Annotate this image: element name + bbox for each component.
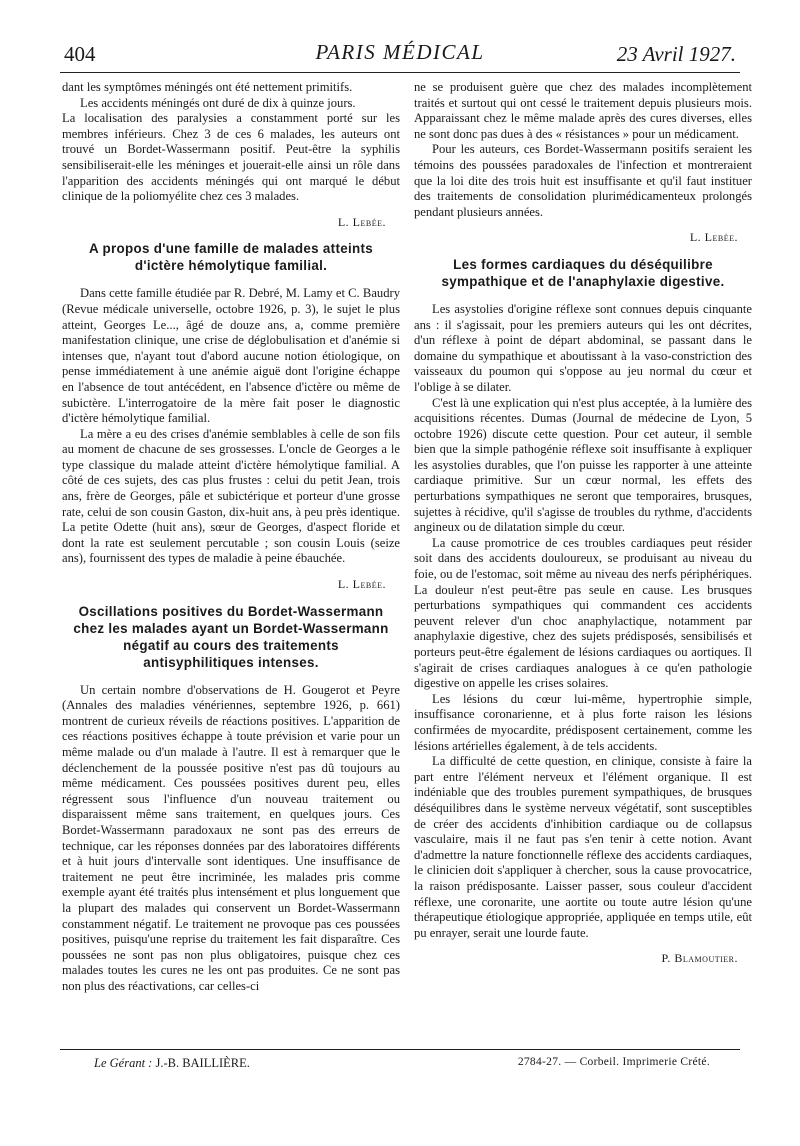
printer-line: 2784-27. — Corbeil. Imprimerie Crété. <box>517 1056 710 1068</box>
gerant-name: J.-B. BAILLIÈRE. <box>155 1056 250 1070</box>
left-column <box>62 80 400 995</box>
page-header <box>60 38 740 68</box>
paragraph: Un certain nombre d'observations de H. Gougerot et Peyre (Annales des maladies vénériennes, septembre 1926, p. 661) montrent de curieux réveils de réactions positives. L'apparition de ces réactions positives échappe à toute prévision et varie pour un même malade ou d'un malade à l'autre. Il est à remarquer que le déclenchement de la poussée positive n'est pas dû toujours au même médicament. Ces poussées positives durent peu, elles régressent sous l'influence d'un nouveau traitement ou disparaissent même sans traitement, en quelques jours. Ces Bordet-Wassermann paradoxaux ne sont pas des erreurs de technique, car les réponses données par des laboratoires différents et à huit jours d'intervalle sont identiques. Une insuffisance de traitement ne peut être incriminée, les malades pris comme exemple ayant été traités plus intensément et plus longuement que la plupart des malades qui conservent un Bordet-Wassermann constamment négatif. Le traitement ne provoque pas ces poussées positives, puisqu'une reprise du traitement les fait disparaître. Ces poussées ne sont pas non plus obligatoires, puisque chez ces malades toutes les cures ne les ont pas produites. Ce ne sont pas non plus des réactivations, car celles-ci <box>62 682 400 993</box>
paragraph: Pour les auteurs, ces Bordet-Wassermann positifs seraient les témoins des poussées paradoxales de l'infection et montreraient que la loi dite des trois huit est insuffisante et qu'il faut instituer des traitements de consolidation plurimédicamenteux prolongés pendant plusieurs années. <box>414 142 752 219</box>
paragraph: C'est là une explication qui n'est plus acceptée, à la lumière des acquisitions récentes. Dumas (Journal de médecine de Lyon, 5 octobre 1926) discute cette question. Pour cet auteur, il semble bien que la simple pathogénie réflexe soit insuffisante à expliquer les asystolies durables, que l'on puisse les rapporter à une atteinte cardiaque primitive. Sur un cœur normal, les effets des perturbations sympathiques ne seront que temporaires, brusques, sujettes à récidive, qu'il s'agisse de troubles du rythme, d'accidents angineux ou de dilatation simple du cœur. <box>414 395 752 535</box>
signature: L. Lebée. <box>337 577 386 592</box>
header-rule <box>60 72 740 73</box>
paragraph: La cause promotrice de ces troubles cardiaques peut résider soit dans des accidents douloureux, se produisant au niveau du foie, ou de l'estomac, soit même au niveau des nerfs périphériques. La douleur n'est peut-être pas seule en cause. Les brusques perturbations sympathiques qui commandent ces accidents peuvent relever d'un choc anaphylactique, notamment par anaphylaxie digestive, chez des sujets prédisposés, sensibilisés et porteurs peut-être également de lésions cardiaques ou aortiques. Il s'agirait de crises cardiaques analogues à ce qu'en pathologie digestive on appelle les crises solaires. <box>414 535 752 691</box>
paragraph: La localisation des paralysies a constamment porté sur les membres inférieurs. Chez 3 de ces 6 malades, les auteurs ont trouvé un Bordet-Wassermann positif. Peut-être la syphilis sensibiliserait-elle les méninges et jouerait-elle ainsi un rôle dans l'apparition des accidents méningés qui ont marqué le début clinique de la poliomyélite chez ces 3 malades. <box>62 111 400 204</box>
journal-title: PARIS MÉDICAL <box>315 40 485 64</box>
gerant-label: Le Gérant : <box>94 1056 153 1070</box>
article-title: Oscillations positives du Bordet-Wassermann chez les malades ayant un Bordet-Wassermann négatif au cours des traitements antisyphilitiques intenses. <box>73 603 389 670</box>
signature: L. Lebée. <box>337 214 386 229</box>
paragraph: Les lésions du cœur lui-même, hypertrophie simple, insuffisance coronarienne, et à plus forte raison les lésions confirmées de myocardite, prédisposent certainement, comme les lésions artérielles également, à de tels accidents. <box>414 691 752 753</box>
issue-date: 23 Avril 1927. <box>616 42 736 66</box>
signature: L. Lebée. <box>689 230 738 245</box>
paragraph: dant les symptômes méningés ont été nettement primitifs. <box>62 80 353 94</box>
signature: P. Blamoutier. <box>661 951 738 966</box>
paragraph: Les asystolies d'origine réflexe sont connues depuis cinquante ans : il s'agissait, pour les premiers auteurs qui les ont décrites, d'un réflexe à point de départ abdominal, se passant dans le domaine du sympathique et aboutissant à la vaso-constriction des vaisseaux du poumon qui s'oppose au jeu normal du cœur et l'oblige à se dilater. <box>414 301 752 394</box>
paragraph: Dans cette famille étudiée par R. Debré, M. Lamy et C. Baudry (Revue médicale universelle, octobre 1926, p. 3), le sujet le plus atteint, Georges Le..., âgé de douze ans, a, comme première manifestation clinique, une crise de déglobulisation et d'anémie si intenses que, n'ayant tout d'abord aucune notion étiologique, on pense immédiatement à une anémie aiguë dont l'origine échappe en l'absence de tout antécédent, en l'absence d'ictère ou même de subictère. L'interrogatoire de la mère fait poser le diagnostic d'ictère hémolytique familial. <box>62 286 400 426</box>
gerant-line <box>94 1056 250 1071</box>
paragraph: La difficulté de cette question, en clinique, consiste à faire la part entre l'élément nerveux et l'élément organique. Il est indéniable que des troubles purement sympathiques, de brusques déséquilibres dans le système nerveux végétatif, sont susceptibles de créer des accidents d'inhibition cardiaque ou de collapsus vasculaire, mais il ne faut pas s'en tenir à cette notion. Avant d'admettre la nature fonctionnelle réflexe des accidents cardiaques, le clinicien doit s'appliquer à chercher, sous la cause provocatrice, la raison prédisposante. Laisser passer, sous couleur d'accident réflexe, une coronarite, une aortite ou toute autre lésion qu'une thérapeutique étiologique appropriée, appliquée en temps utile, eût pu enrayer, serait une lourde faute. <box>414 754 752 940</box>
paragraph: ne se produisent guère que chez des malades incomplètement traités et surtout qui ont cessé le traitement depuis plusieurs mois. Apparaissant chez le même malade après des cures diverses, elles ne sont donc pas dues à des « résistances » pour un médicament. <box>414 80 752 141</box>
footer-rule <box>60 1049 740 1050</box>
page-footer <box>62 1056 738 1076</box>
page-number: 404 <box>64 42 96 66</box>
paragraph: Les accidents méningés ont duré de dix à quinze jours. <box>80 95 356 110</box>
article-title: A propos d'une famille de malades atteints d'ictère hémolytique familial. <box>89 241 373 274</box>
paragraph: La mère a eu des crises d'anémie semblables à celle de son fils au moment de chacune de ses grossesses. L'oncle de Georges a le type classique du malade atteint d'ictère hémolytique familial. A côté de ces sujets, des cas plus frustes : celui du petit Jean, trois ans, frère de Georges, pâle et subictérique et porteur d'une grosse rate, celui de son cousin Gaston, dix-huit ans, à peu près identique. La petite Odette (huit ans), sœur de Georges, d'aspect floride et dont la rate est seulement percutable ; son cousin Louis (seize ans), fournissent des types de maladie à peine ébauchée. <box>62 426 400 566</box>
article-title: Les formes cardiaques du déséquilibre sympathique et de l'anaphylaxie digestive. <box>441 256 725 289</box>
right-column <box>414 80 752 977</box>
